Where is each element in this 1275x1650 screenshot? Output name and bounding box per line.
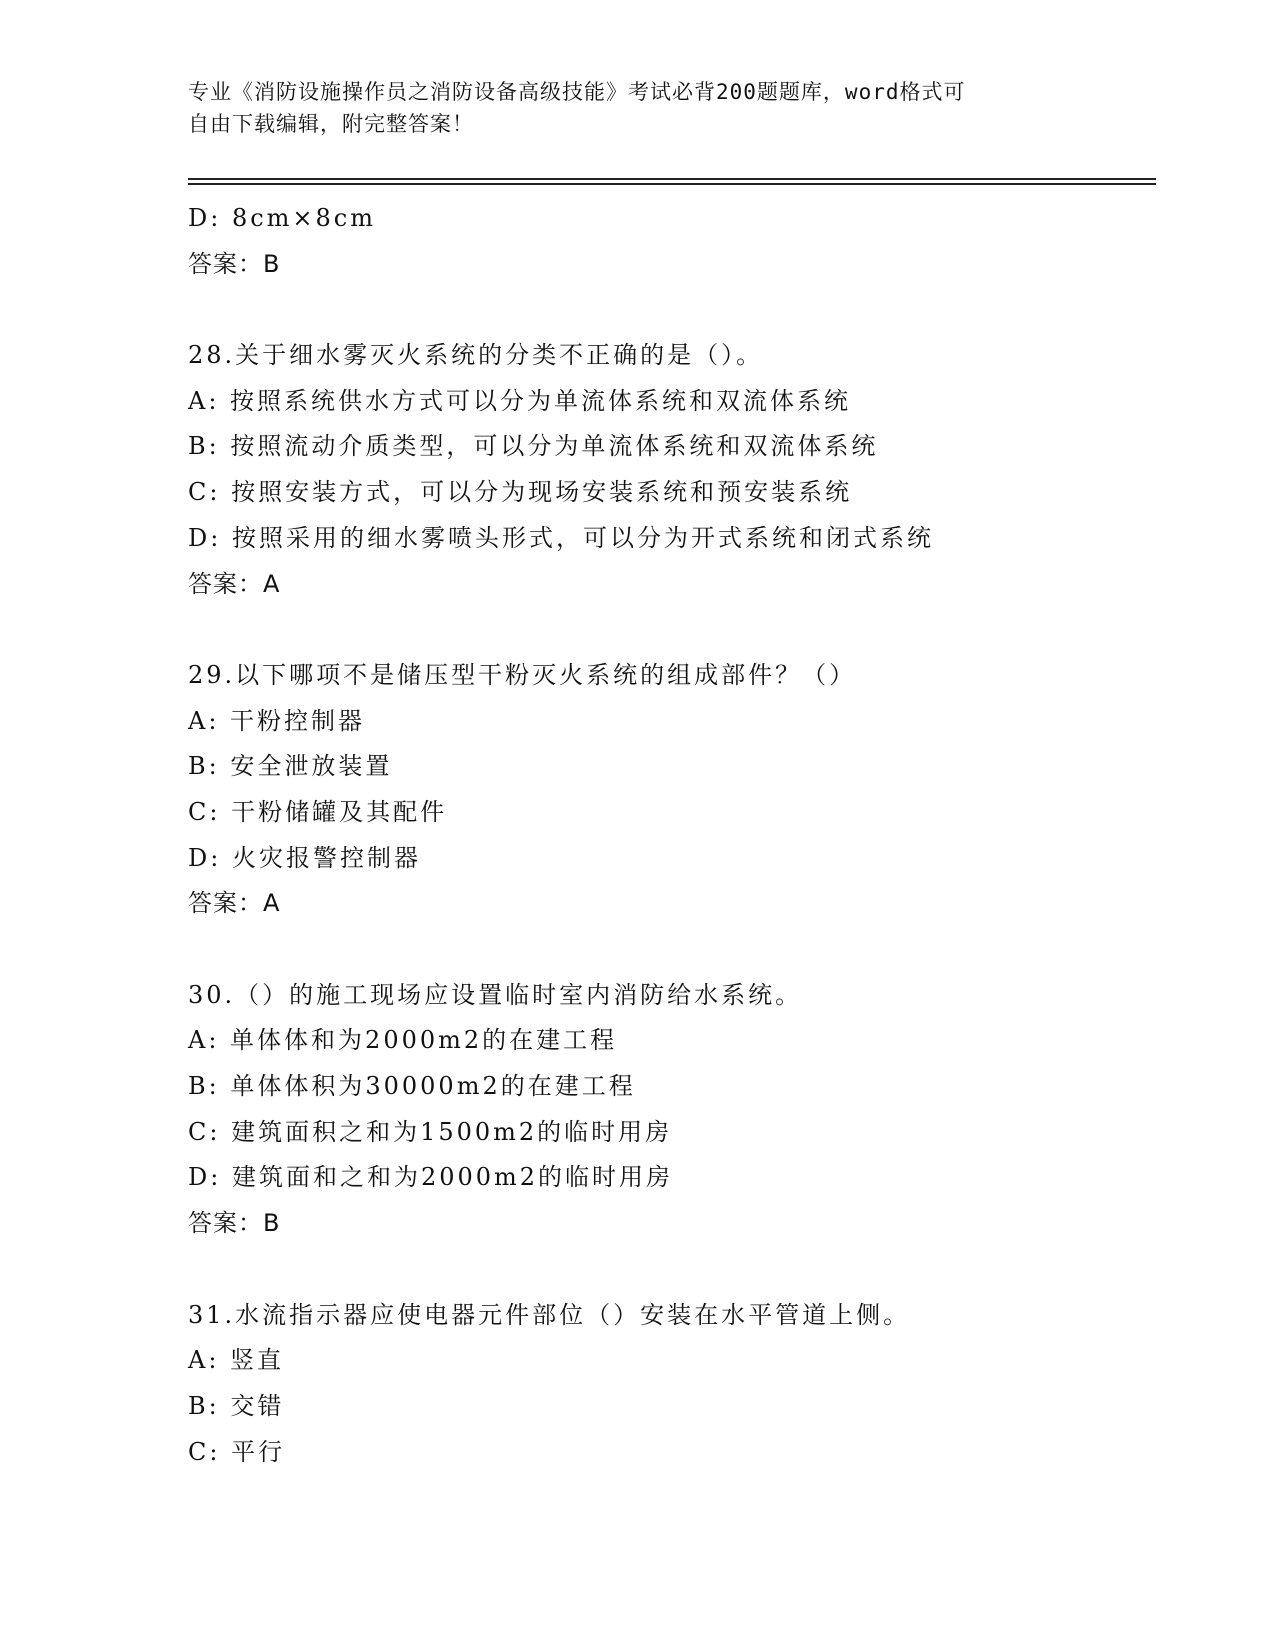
option-d: D: 火灾报警控制器 [188,843,421,872]
document-header [188,76,1088,140]
option-d: D: 按照采用的细水雾喷头形式，可以分为开式系统和闭式系统 [188,523,934,552]
question-list [188,196,1148,1475]
option-b: B: 交错 [188,1391,285,1420]
spacer [188,607,1148,653]
option-a: A: 单体体和为2000m2的在建工程 [188,1026,618,1055]
header-divider-top [188,178,1156,180]
option-d: D: 建筑面和之和为2000m2的临时用房 [188,1163,674,1192]
option-c: C: 干粉储罐及其配件 [188,797,448,826]
spacer [188,927,1148,973]
answer: 答案：A [188,569,281,598]
option-b: B: 单体体积为30000m2的在建工程 [188,1072,636,1101]
header-line-2: 自由下载编辑，附完整答案！ [188,112,474,136]
question-stem: 30.（）的施工现场应设置临时室内消防给水系统。 [188,980,803,1009]
spacer [188,287,1148,333]
question-28 [188,333,1148,607]
option-a: A: 竖直 [188,1346,285,1375]
question-stem: 29.以下哪项不是储压型干粉灭火系统的组成部件？（） [188,660,857,689]
answer: 答案：A [188,889,281,918]
answer: 答案：B [188,1209,281,1238]
option-a: A: 按照系统供水方式可以分为单流体系统和双流体系统 [188,386,852,415]
previous-answer: 答案：B [188,249,281,278]
question-29 [188,653,1148,927]
question-30 [188,973,1148,1247]
spacer [188,1247,1148,1293]
question-stem: 31.水流指示器应使电器元件部位（）安装在水平管道上侧。 [188,1300,911,1329]
question-31 [188,1293,1148,1476]
header-line-1: 专业《消防设施操作员之消防设备高级技能》考试必背200题题库，word格式可 [188,80,966,104]
option-c: C: 按照安装方式，可以分为现场安装系统和预安装系统 [188,478,853,507]
previous-option-d: D: 8cm×8cm [188,204,377,232]
option-c: C: 平行 [188,1437,286,1466]
option-b: B: 安全泄放装置 [188,752,393,781]
option-a: A: 干粉控制器 [188,706,366,735]
option-b: B: 按照流动介质类型，可以分为单流体系统和双流体系统 [188,432,879,461]
question-stem: 28.关于细水雾灭火系统的分类不正确的是（）。 [188,341,764,370]
option-c: C: 建筑面积之和为1500m2的临时用房 [188,1117,673,1146]
header-divider-bottom [188,183,1156,185]
